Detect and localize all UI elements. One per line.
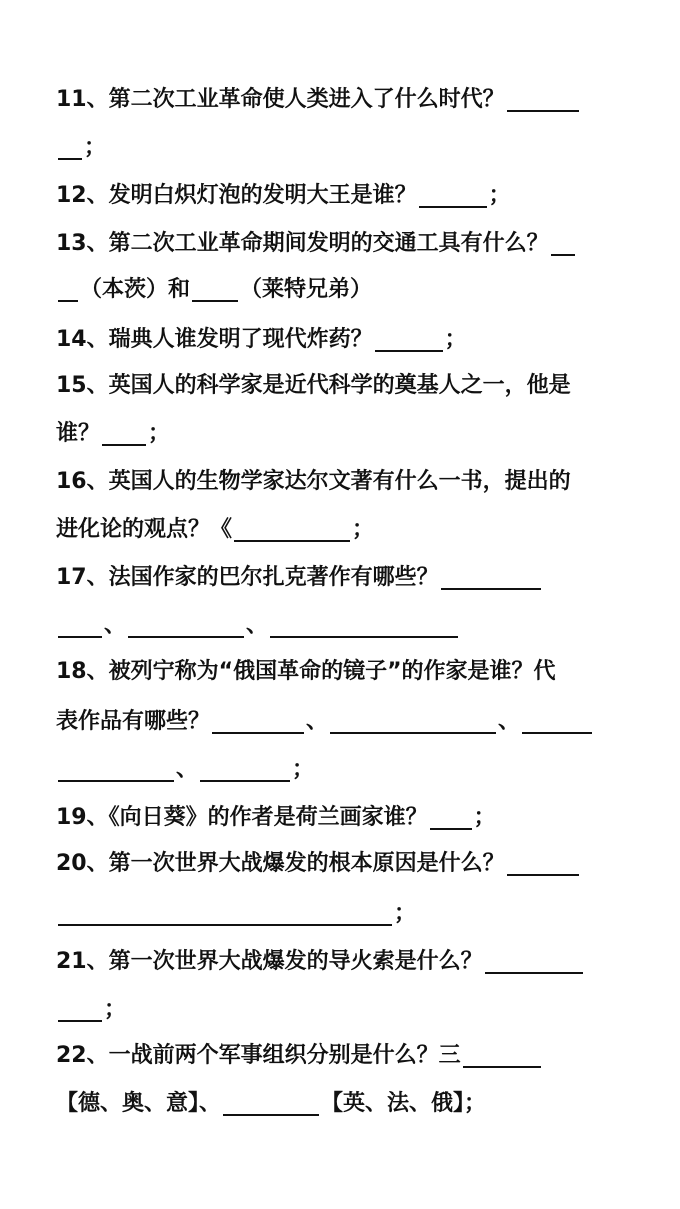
answer-blank[interactable] [234, 518, 350, 542]
answer-blank[interactable] [58, 614, 102, 638]
separator: 、 [306, 709, 329, 734]
question-14-text: 14、瑞典人谁发明了现代炸药？ [56, 327, 373, 352]
question-18-line-1 [56, 652, 556, 692]
answer-blank[interactable] [485, 950, 583, 974]
question-15-line-2 [56, 414, 170, 454]
question-19-end: ； [473, 805, 496, 830]
question-16-line-2 [56, 510, 374, 550]
question-11-end: ； [84, 135, 107, 160]
question-21-line-1 [56, 942, 585, 982]
answer-blank[interactable] [270, 614, 458, 638]
answer-blank[interactable] [441, 566, 541, 590]
question-15-text: 15、英国人的科学家是近代科学的奠基人之一，他是 [56, 373, 571, 398]
question-20-text: 20、第一次世界大战爆发的根本原因是什么？ [56, 851, 505, 876]
answer-blank[interactable] [223, 1092, 319, 1116]
answer-blank[interactable] [507, 852, 579, 876]
question-22-text: 22、一战前两个军事组织分别是什么？三 [56, 1043, 461, 1068]
question-18-end: ； [292, 757, 315, 782]
question-22-part-b: 【英、法、俄】； [321, 1091, 487, 1116]
question-16-part-a: 进化论的观点？《 [56, 517, 233, 542]
answer-blank[interactable] [128, 614, 244, 638]
question-18-part-a: 表作品有哪些？ [56, 709, 211, 734]
question-20-line-2 [56, 894, 416, 934]
question-16-end: ； [352, 517, 375, 542]
question-17-line-2 [56, 606, 460, 646]
question-11-line-2 [56, 128, 106, 168]
question-22-part-a: 【德、奥、意】、 [56, 1091, 222, 1116]
question-13-line-2 [56, 270, 372, 310]
question-15-part-a: 谁？ [56, 421, 101, 446]
answer-blank[interactable] [58, 998, 102, 1022]
answer-blank[interactable] [58, 902, 392, 926]
answer-blank[interactable] [192, 278, 238, 302]
question-11-text: 11、第二次工业革命使人类进入了什么时代？ [56, 87, 505, 112]
question-22-line-1 [56, 1036, 543, 1076]
separator: 、 [246, 613, 269, 638]
answer-blank[interactable] [419, 184, 487, 208]
question-19-line-1 [56, 798, 496, 838]
question-19-text: 19、《向日葵》的作者是荷兰画家谁？ [56, 805, 428, 830]
question-15-line-1 [56, 366, 571, 406]
question-18-text: 18、被列宁称为“俄国革命的镜子”的作家是谁？代 [56, 659, 556, 684]
answer-blank[interactable] [58, 758, 174, 782]
question-14-end: ； [444, 327, 467, 352]
question-15-end: ； [148, 421, 171, 446]
question-16-line-1 [56, 462, 571, 502]
question-18-line-3 [56, 750, 314, 790]
answer-blank[interactable] [200, 758, 290, 782]
separator: 、 [498, 709, 521, 734]
question-12-text: 12、发明白炽灯泡的发明大王是谁？ [56, 183, 417, 208]
separator: 、 [104, 613, 127, 638]
question-13-text: 13、第二次工业革命期间发明的交通工具有什么？ [56, 231, 549, 256]
question-11-line-1 [56, 80, 581, 120]
answer-blank[interactable] [551, 232, 575, 256]
question-13-part-b: （莱特兄弟） [240, 277, 373, 302]
separator: 、 [176, 757, 199, 782]
question-20-line-1 [56, 844, 581, 884]
question-21-text: 21、第一次世界大战爆发的导火索是什么？ [56, 949, 483, 974]
question-21-end: ； [104, 997, 127, 1022]
question-12-end: ； [488, 183, 511, 208]
answer-blank[interactable] [330, 710, 496, 734]
question-18-line-2 [56, 702, 594, 742]
question-17-text: 17、法国作家的巴尔扎克著作有哪些？ [56, 565, 439, 590]
question-22-line-2 [56, 1084, 486, 1124]
answer-blank[interactable] [430, 806, 472, 830]
answer-blank[interactable] [375, 328, 443, 352]
answer-blank[interactable] [58, 136, 82, 160]
question-14-line-1 [56, 320, 467, 360]
question-16-text: 16、英国人的生物学家达尔文著有什么一书，提出的 [56, 469, 571, 494]
question-13-part-a: （本茨）和 [80, 277, 191, 302]
answer-blank[interactable] [102, 422, 146, 446]
answer-blank[interactable] [522, 710, 592, 734]
answer-blank[interactable] [212, 710, 304, 734]
question-17-line-1 [56, 558, 543, 598]
question-13-line-1 [56, 224, 577, 264]
answer-blank[interactable] [58, 278, 78, 302]
question-20-end: ； [394, 901, 417, 926]
answer-blank[interactable] [463, 1044, 541, 1068]
question-21-line-2 [56, 990, 126, 1030]
question-12-line-1 [56, 176, 511, 216]
answer-blank[interactable] [507, 88, 579, 112]
